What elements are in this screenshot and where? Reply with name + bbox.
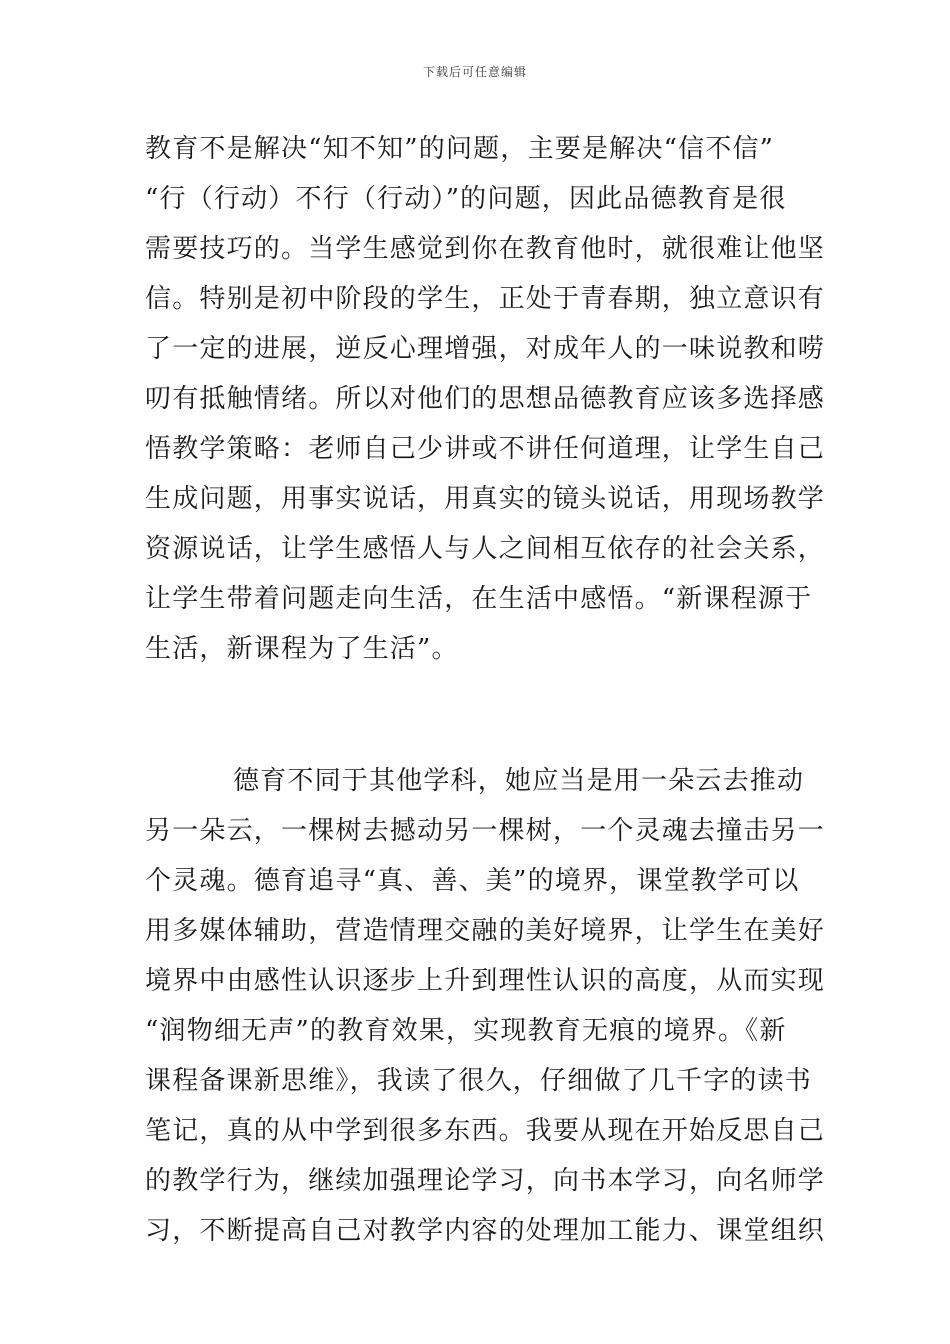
document-body	[145, 124, 826, 1256]
paragraph-line: 生活，新课程为了生活”。	[145, 634, 459, 664]
paragraph-spacer	[145, 674, 810, 756]
paragraph-line: 信。特别是初中阶段的学生，正处于青春期，独立意识有	[145, 284, 826, 314]
paragraph-line: 习，不断提高自己对教学内容的处理加工能力、课堂组织	[145, 1216, 826, 1246]
paragraph-line: 境界中由感性认识逐步上升到理性认识的高度，从而实现	[145, 966, 826, 996]
paragraph-line: 让学生带着问题走向生活，在生活中感悟。“新课程源于	[145, 584, 813, 614]
paragraph-line: 需要技巧的。当学生感觉到你在教育他时，就很难让他坚	[145, 234, 826, 264]
paragraph-line: 悟教学策略：老师自己少讲或不讲任何道理，让学生自己	[145, 434, 826, 464]
paragraph-2	[145, 756, 826, 1256]
paragraph-line: 资源说话，让学生感悟人与人之间相互依存的社会关系，	[145, 534, 826, 564]
paragraph-line: 了一定的进展，逆反心理增强，对成年人的一味说教和唠	[145, 334, 826, 364]
paragraph-line: 个灵魂。德育追寻“真、善、美”的境界，课堂教学可以	[145, 866, 800, 896]
paragraph-line: 另一朵云，一棵树去撼动另一棵树，一个灵魂去撞击另一	[145, 816, 826, 846]
paragraph-line: 教育不是解决“知不知”的问题，主要是解决“信不信”	[145, 134, 775, 164]
paragraph-line: 的教学行为，继续加强理论学习，向书本学习，向名师学	[145, 1166, 826, 1196]
paragraph-line: 用多媒体辅助，营造情理交融的美好境界，让学生在美好	[145, 916, 826, 946]
paragraph-1	[145, 124, 826, 674]
paragraph-line: “行（行动）不行（行动）”的问题，因此品德教育是很	[145, 184, 787, 214]
paragraph-line: 课程备课新思维》，我读了很久，仔细做了几千字的读书	[145, 1066, 813, 1096]
page-header: 下载后可任意编辑	[422, 65, 527, 79]
paragraph-line: 德育不同于其他学科，她应当是用一朵云去推动	[233, 766, 805, 796]
paragraph-line: 笔记，真的从中学到很多东西。我要从现在开始反思自己	[145, 1116, 826, 1146]
paragraph-line: 生成问题，用事实说话，用真实的镜头说话，用现场教学	[145, 484, 826, 514]
paragraph-line: “润物细无声”的教育效果，实现教育无痕的境界。《新	[145, 1016, 787, 1046]
paragraph-line: 叨有抵触情绪。所以对他们的思想品德教育应该多选择感	[145, 384, 826, 414]
